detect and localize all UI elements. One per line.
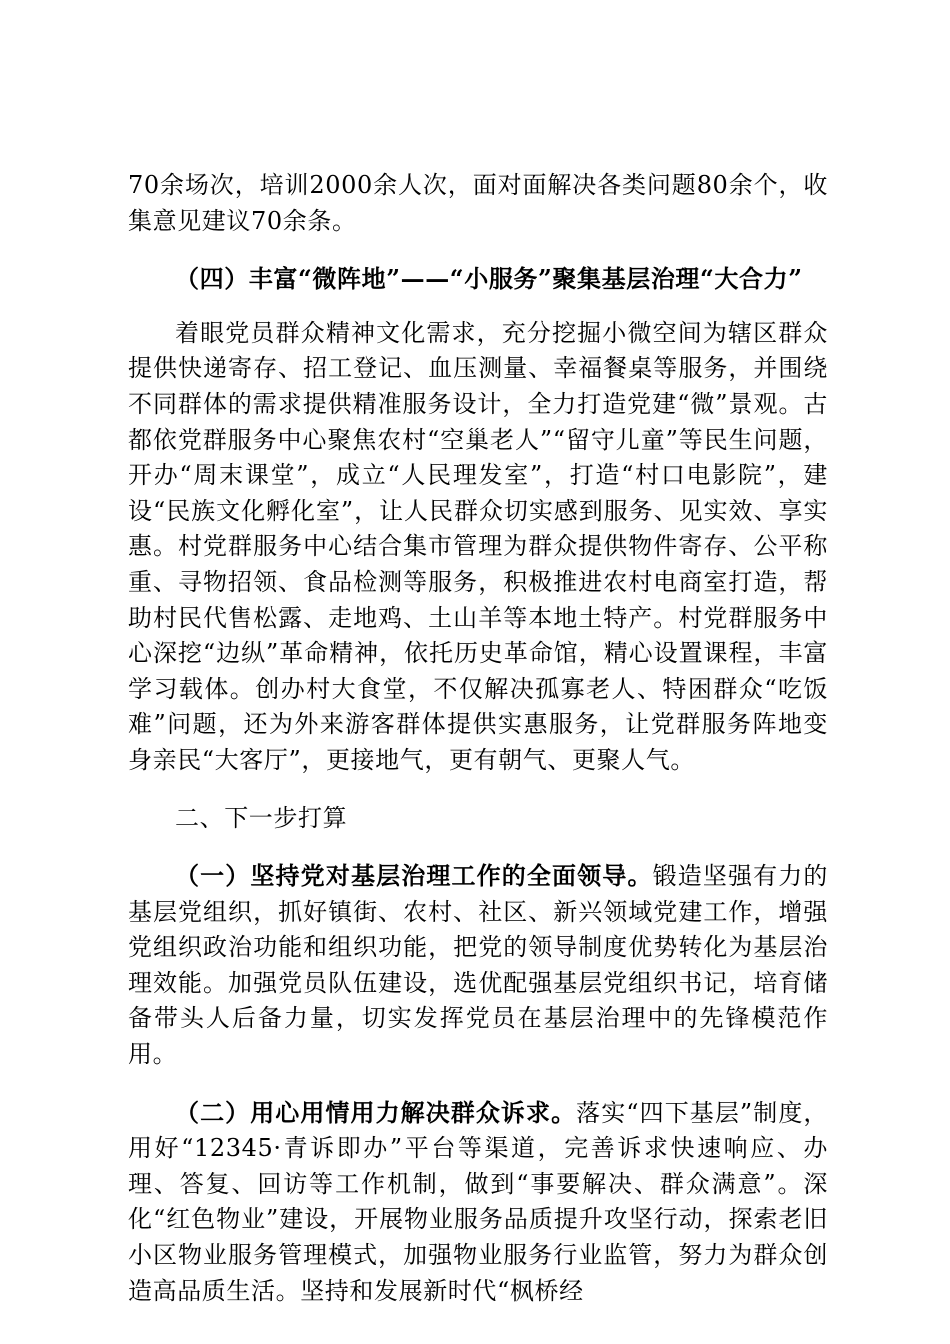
paragraph-micro-positions: 着眼党员群众精神文化需求，充分挖掘小微空间为辖区群众提供快递寄存、招工登记、血压测量、幸福餐桌等服务，并围绕不同群体的需求提供精准服务设计，全力打造党建“微”景观。古都依党群服务中心聚焦农村“空巢老人”“留守儿童”等民生问题，开办“周末课堂”，成立“人民理发室”，打造“村口电影院”，建设“民族文化孵化室”，让人民群众切实感到服务、见实效、享实惠。村党群服务中心结合集市管理为群众提供物件寄存、公平称重、寻物招领、食品检测等服务，积极推进农村电商室打造，帮助村民代售松露、走地鸡、土山羊等本地土特产。村党群服务中心深挖“边纵”革命精神，依托历史革命馆，精心设置课程，丰富学习载体。创办村大食堂，不仅解决孤寡老人、特困群众“吃饭难”问题，还为外来游客群体提供实惠服务，让党群服务阵地变身亲民“大客厅”，更接地气，更有朝气、更聚人气。 <box>128 318 828 774</box>
subsection-heading-4: （四）丰富“微阵地”——“小服务”聚集基层治理“大合力” <box>175 264 803 294</box>
paragraph-appeals <box>128 1095 828 1310</box>
section-heading-next-steps: 二、下一步打算 <box>175 803 348 832</box>
paragraph-lead-2: （二）用心用情用力解决群众诉求。 <box>175 1097 577 1127</box>
paragraph-leadership <box>128 858 828 1073</box>
paragraph-lead-1: （一）坚持党对基层治理工作的全面领导。 <box>175 861 653 891</box>
paragraph-body-1: 锻造坚强有力的基层党组织，抓好镇街、农村、社区、新兴领域党建工作，增强党组织政治功能和组织功能，把党的领导制度优势转化为基层治理效能。加强党员队伍建设，选优配强基层党组织书记，培育储备带头人后备力量，切实发挥党员在基层治理中的先锋模范作用。 <box>128 862 828 1069</box>
paragraph-body-2: 落实“四下基层”制度，用好“12345·青诉即办”平台等渠道，完善诉求快速响应、办理、答复、回访等工作机制，做到“事要解决、群众满意”。深化“红色物业”建设，开展物业服务品质提升攻坚行动，探索老旧小区物业服务管理模式，加强物业服务行业监管，努力为群众创造高品质生活。坚持和发展新时代“枫桥经 <box>128 1098 828 1305</box>
paragraph-continued: 70余场次，培训2000余人次，面对面解决各类问题80余个，收集意见建议70余条。 <box>128 171 828 235</box>
document-body <box>128 168 828 1309</box>
